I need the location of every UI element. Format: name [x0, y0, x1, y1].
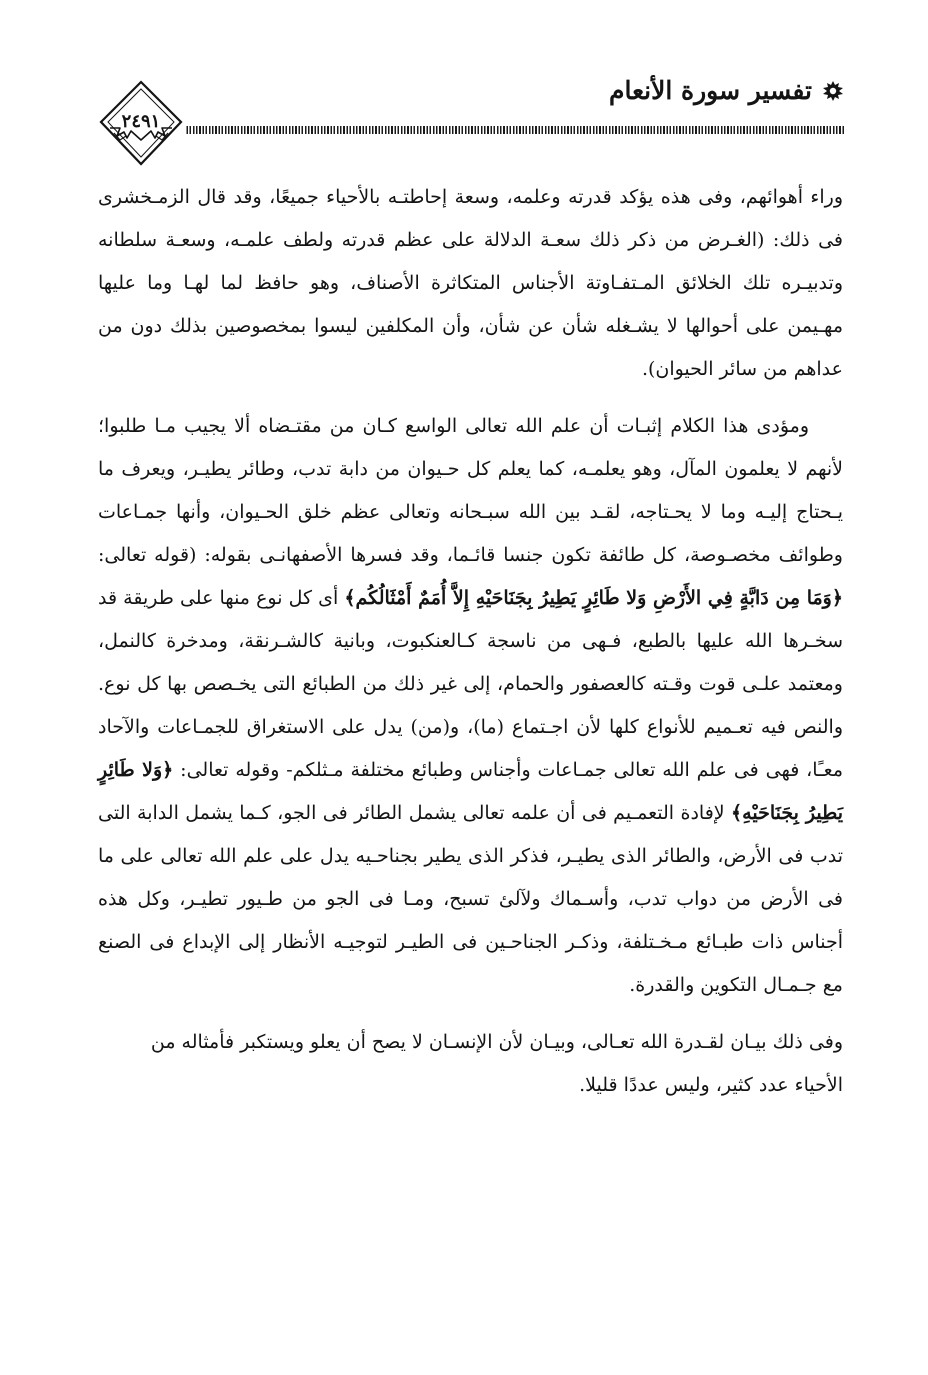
- ornament-icon: [822, 80, 844, 102]
- paragraph-2: [98, 405, 843, 1007]
- page-number-badge: [96, 80, 186, 166]
- paragraph-1: [98, 176, 843, 391]
- paragraph-2-text-c: لإفادة التعمـيم فى أن علمه تعالى يشمل الطائر فى الجو، كـما يشمل الدابة التى تدب فى الأرض، والطائر الذى يطيـر، فذكر الذى يطير بجناحـيه يدل على علم الله تعالى على ما فى الأرض من دواب تدب، وأسـماك ولآلئ تسبح، ومـا فى الجو من طـيور تطيـر، وكل هذه أجناس ذات طبـائع مـخـتلفة، وذكـر الجناحـين فى الطيـر لتوجيـه الأنظار إلى الإبداع فى الصنع مع جـمـال التكوين والقدرة.: [98, 802, 843, 996]
- header-rule: [186, 126, 844, 134]
- page-header: [96, 70, 844, 170]
- paragraph-1-text: وراء أهوائهم، وفى هذه يؤكد قدرته وعلمه، وسعة إحاطتـه بالأحياء جميعًا، وقد قال الزمـخشرى فى ذلك: (الغـرض من ذكر ذلك سعـة الدلالة على عظم قدرته ولطف علمـه، وسعـة سلطانه وتدبيـره تلك الخلائق المـتفـاوتة الأجناس المتكاثرة الأصناف، وهو حافظ لما لهـا وما عليها مهـيمن على أحوالها لا يشـغله شأن عن شأن، وأن المكلفين ليسوا بمخصوصين بذلك دون من عداهم من سائر الحيوان).: [98, 186, 843, 380]
- quran-verse-2: ﴿وَلا طَائِرٍ يَطِيرُ بِجَنَاحَيْهِ﴾: [98, 759, 843, 824]
- quran-verse-1: ﴿وَمَا مِن دَابَّةٍ فِي الأَرْضِ وَلا طَائِرٍ يَطِيرُ بِجَنَاحَيْهِ إِلاَّ أُمَمٌ أَمْثَالُكُم﴾: [344, 587, 843, 609]
- paragraph-2-text-b: أى كل نوع منها على طريقة قد سخـرها الله عليها بالطبع، فـهى من ناسجة كـالعنكبوت، وبانية كالشـرنقة، ومدخرة كالنمل، ومعتمد علـى قوت وقـته كالعصفور والحمام، إلى غير ذلك من الطبائع التى يخـصص بها كل نوع. والنص فيه تعـميم للأنواع كلها لأن اجـتماع (ما)، و(من) يدل على الاستغراق للجمـاعات والآحاد معـًا، فهى فى علم الله تعالى جمـاعات وأجناس وطبائع مختلفة مـثلكم- وقوله تعالى:: [98, 587, 844, 781]
- paragraph-3: [98, 1021, 843, 1107]
- header-title-group: [609, 78, 844, 103]
- page-number: ٢٤٩١: [121, 111, 161, 132]
- main-text: [98, 176, 843, 1125]
- paragraph-2-text-a: ومؤدى هذا الكلام إثبـات أن علم الله تعالى الواسع كـان من مقتـضاه ألا يجيب مـا طلبوا؛ لأنهم لا يعلمون المآل، وهو يعلمـه، كما يعلم كل حـيوان من دابة تدب، وطائر يطيـر، ويعرف ما يـحتاج إليـه وما لا يحـتاجه، لقـد بين الله سبـحانه وتعالى عظم خلق الحـيوان، وأنها جمـاعات وطوائف مخصـوصة، كل طائفة تكون جنسا قائـما، وقد فسرها الأصفهانـى بقوله: (قوله تعالى:: [98, 415, 843, 566]
- page-title: تفسير سورة الأنعام: [608, 76, 812, 105]
- paragraph-3-text: وفى ذلك بيـان لقـدرة الله تعـالى، وبيـان لأن الإنسـان لا يصح أن يعلو ويستكبر فأمثاله من الأحياء عدد كثير، وليس عددًا قليلا.: [150, 1031, 843, 1096]
